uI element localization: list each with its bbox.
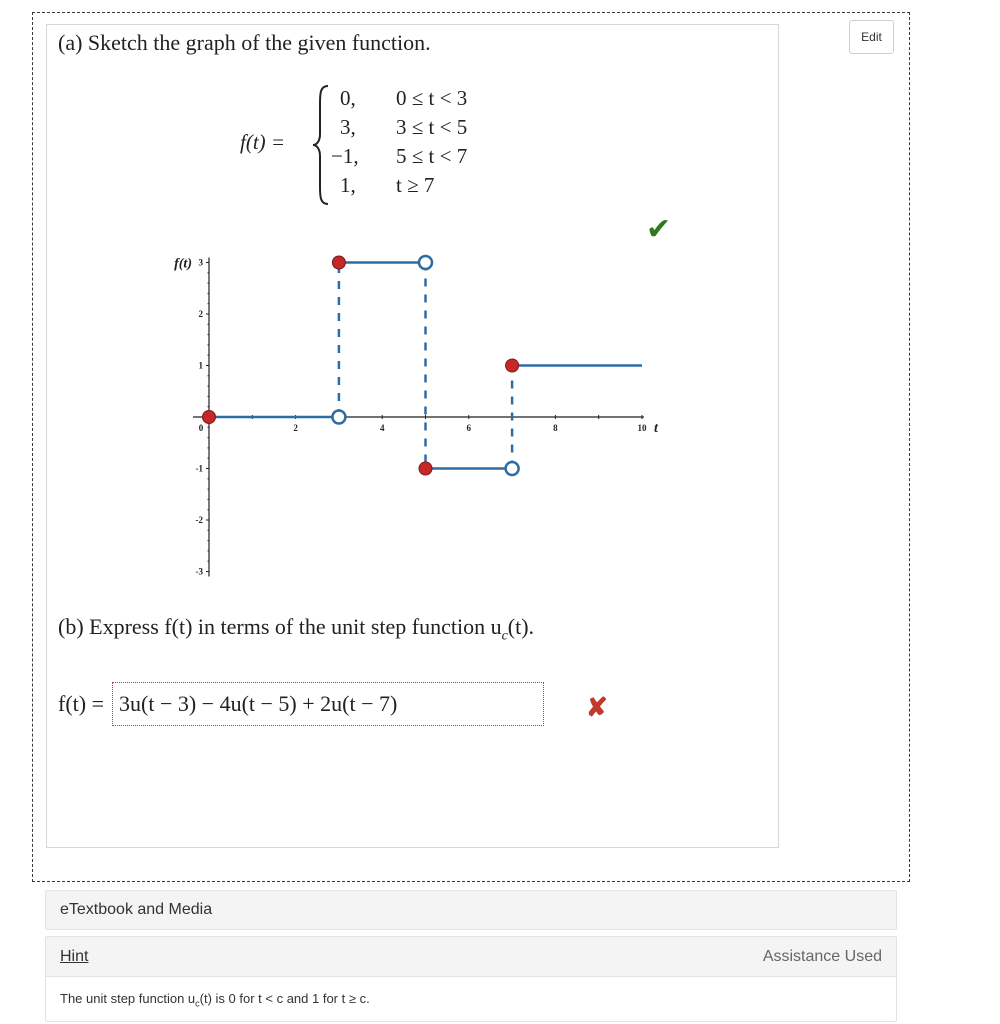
edit-button[interactable]: Edit — [849, 20, 894, 54]
y-tick-label: -2 — [195, 515, 203, 525]
check-icon: ✔ — [646, 213, 672, 246]
assistance-used-label: Assistance Used — [762, 947, 882, 965]
y-tick-label: -1 — [195, 463, 203, 474]
closed-endpoint — [203, 411, 216, 424]
x-tick-label: 0 — [198, 423, 204, 433]
answer-row — [58, 682, 544, 726]
open-endpoint — [332, 411, 345, 424]
hint-header — [46, 937, 896, 977]
x-tick-label: 8 — [553, 423, 558, 433]
open-endpoint — [506, 462, 519, 475]
y-tick-label: 1 — [198, 360, 203, 371]
y-tick-label: 3 — [198, 257, 203, 268]
etextbook-media-bar[interactable]: eTextbook and Media — [45, 890, 897, 930]
closed-endpoint — [506, 359, 519, 372]
x-tick-label: 4 — [379, 423, 385, 433]
x-tick-label: 10 — [637, 423, 647, 433]
y-tick-label: -3 — [195, 566, 203, 577]
y-tick-label: 2 — [198, 309, 203, 319]
closed-endpoint — [419, 462, 432, 475]
part-a-prompt: (a) Sketch the graph of the given function. — [58, 30, 431, 55]
open-endpoint — [419, 256, 432, 269]
function-lhs: f(t) = — [240, 130, 286, 154]
x-tick-label: 2 — [293, 423, 298, 433]
part-b-prompt: (b) Express f(t) in terms of the unit step function $u_c(t)$. — [58, 614, 535, 644]
answer-lhs: f(t) = — [58, 691, 104, 716]
left-brace-icon — [312, 84, 332, 206]
hint-panel — [45, 936, 897, 1022]
answer-input[interactable]: 3u(t − 3) − 4u(t − 5) + 2u(t − 7) — [112, 682, 544, 726]
hint-link[interactable]: Hint — [60, 947, 89, 965]
closed-endpoint — [332, 256, 345, 269]
step-function-graph[interactable] — [150, 240, 690, 580]
piecewise-function: f(t) = 0, 0 ≤ t < 3 3, 3 ≤ t < 5 −1, 5 ≤ t < 7 1, t ≥ 7 — [240, 84, 510, 206]
y-axis-label: f(t) — [174, 256, 192, 272]
cross-icon: ✘ — [586, 692, 608, 722]
hint-text: The unit step function $u_c(t)$ is 0 for t < c and 1 for t ≥ c. — [60, 991, 370, 1009]
x-tick-label: 6 — [466, 423, 472, 433]
x-axis-label: t — [654, 421, 658, 436]
